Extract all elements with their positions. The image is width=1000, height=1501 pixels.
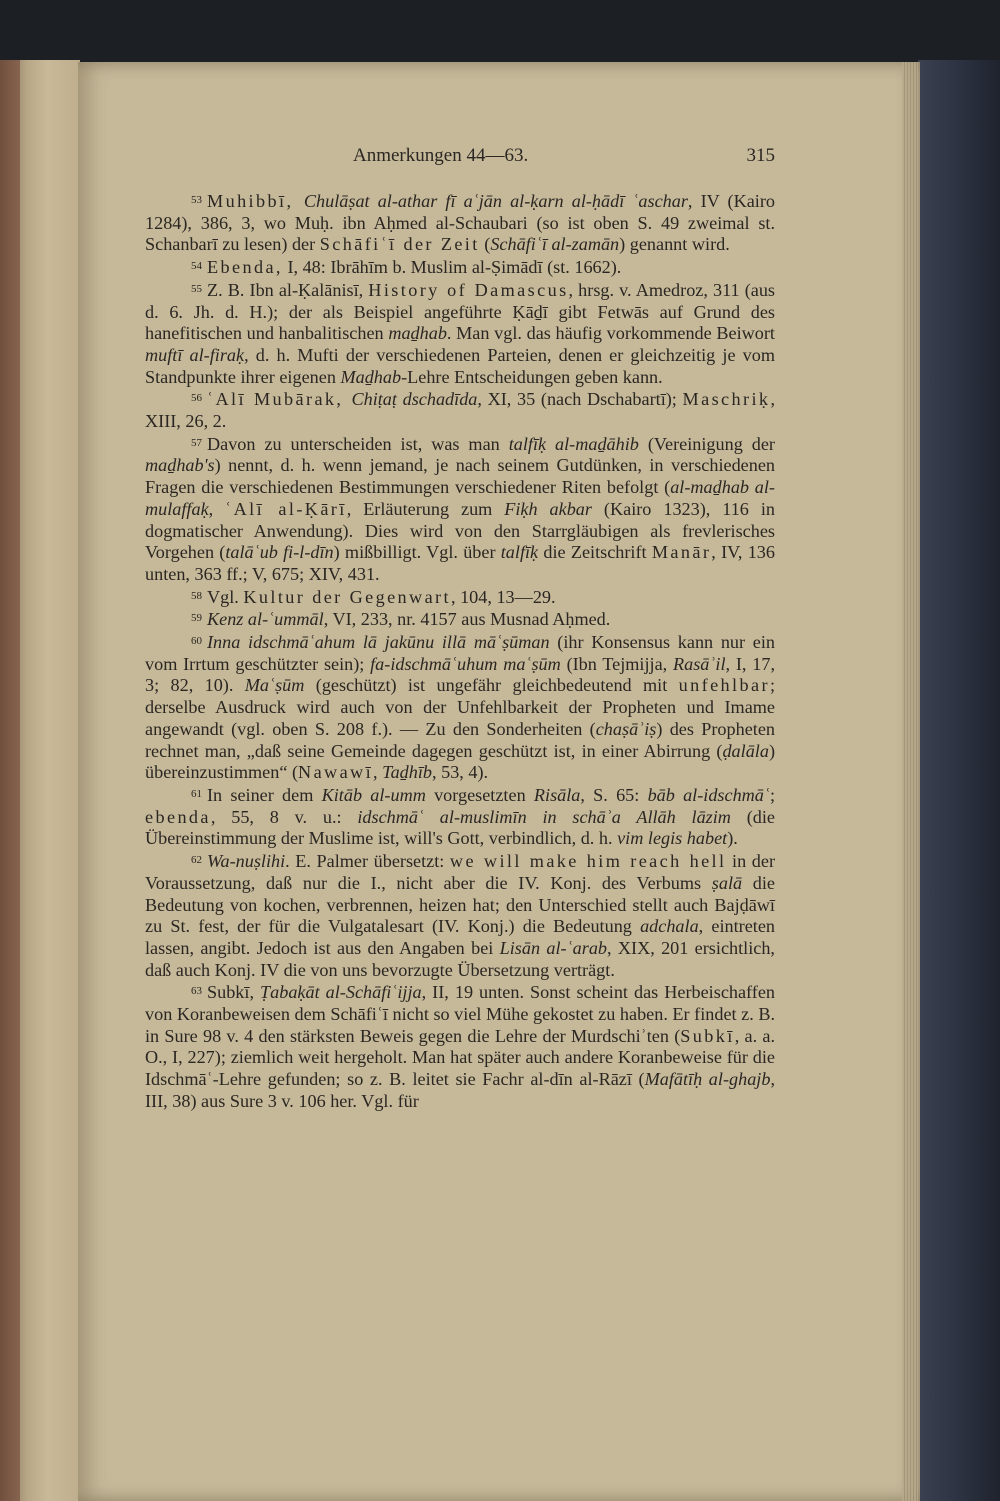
text-segment: Z. B. Ibn al-Ḳalānisī,	[207, 279, 369, 300]
text-segment: , a. a. O., I, 227); ziemlich weit hergeholt. Man hat später auch andere Koranbeweise für die Idschmāʿ-Lehre gefunden; so z. B. leitet sie Fachr al-dīn al-Rāzī (	[145, 1025, 775, 1090]
text-segment: ; derselbe Ausdruck wird auch von der Unfehlbarkeit der Propheten und Imame angewandt (vgl. oben S. 208 f.). — Zu den Sonderheiten (	[145, 675, 775, 739]
footnote-61	[145, 784, 775, 850]
italic-segment: maḏhab's	[145, 455, 215, 476]
text-segment: , I, 17, 3; 82, 10).	[145, 653, 775, 696]
italic-segment: Schāfiʿī al-zamān	[490, 234, 620, 255]
text-segment: , S. 65:	[580, 784, 648, 805]
text-segment: vorgesetzten	[425, 784, 534, 805]
footnote-number: 61	[191, 787, 202, 800]
italic-segment: Ṭabaḳāt al-Schāfiʿijja	[260, 982, 422, 1003]
italic-segment: ṣalā	[711, 872, 743, 893]
italic-segment: Chiṭaṭ dschadīda	[351, 389, 478, 410]
italic-segment: Chulāṣat al-athar fī aʿjān al-ḳarn al-ḥādī ʿaschar	[303, 191, 688, 211]
page-text	[145, 145, 775, 1113]
italic-segment: vim legis habet	[617, 828, 728, 849]
text-segment: ).	[727, 828, 738, 849]
text-segment: . Man vgl. das häufig vorkommende Beiwort	[446, 323, 775, 344]
italic-segment: talfīḳ al-maḏāhib	[508, 433, 639, 454]
footnote-number: 58	[191, 589, 202, 602]
text-segment: die Zeitschrift	[538, 542, 652, 563]
text-segment: . E. Palmer übersetzt:	[285, 851, 450, 872]
footnote-number: 60	[191, 635, 202, 648]
footnote-56	[145, 388, 775, 432]
italic-segment: talāʿub fi-l-dīn	[225, 542, 334, 563]
running-header	[353, 145, 775, 175]
italic-segment: adchala	[640, 916, 699, 937]
text-segment: ) übereinzustimmen“ (	[145, 740, 775, 783]
italic-segment: Inna idschmāʿahum lā jakūnu illā māʿṣūman	[207, 632, 550, 653]
footnote-59	[145, 608, 775, 631]
footnote-number: 57	[191, 436, 202, 449]
text-segment: , IV, 136 unten, 363 ff.; V, 675; XIV, 431.	[145, 542, 775, 584]
text-segment: (geschützt) ist ungefähr gleichbedeutend mit	[304, 675, 679, 696]
text-segment: (Vereinigung der	[638, 433, 775, 454]
text-segment: , XI, 35 (nach Dschabartī);	[477, 389, 683, 410]
footnote-58	[145, 586, 775, 609]
italic-segment: Mafātīḥ al-ghajb	[644, 1069, 771, 1090]
text-segment: , hrsg. v. Amedroz, 311 (aus d. 6. Jh. d. H.); der als Beispiel angeführte Ḳāḏī gibt Fetwās auf Grund des hanefitischen und hanbalitischen	[145, 279, 776, 344]
footnote-number: 55	[191, 282, 202, 295]
text-segment: ,	[373, 762, 383, 783]
italic-segment: Rasāʾil	[673, 653, 726, 674]
text-segment: (ihr Konsensus kann nur ein vom Irrtum geschützter sein);	[145, 632, 775, 674]
text-segment: , 104, 13—29.	[450, 586, 556, 607]
spaced-segment: Ebenda,	[207, 257, 283, 278]
text-segment: Davon zu unterscheiden ist, was man	[207, 433, 509, 454]
text-segment: Subkī,	[207, 982, 261, 1003]
text-segment: ,	[208, 498, 226, 519]
text-segment: , eintreten lassen, angibt. Jedoch ist aus den Angaben bei	[145, 916, 775, 958]
footnote-63	[145, 981, 775, 1112]
spaced-segment: unfehlbar	[678, 675, 770, 696]
footnote-list	[145, 190, 775, 1113]
italic-segment: bāb al-idschmāʿ	[647, 784, 770, 805]
italic-segment: Wa-nuṣlihi	[207, 851, 286, 872]
footnote-55	[145, 279, 775, 389]
italic-segment: Taḏhīb	[382, 762, 433, 783]
book-cover-right	[918, 60, 1000, 1501]
spaced-segment: Maschriḳ	[682, 389, 771, 410]
footnote-number: 63	[191, 985, 202, 998]
footnote-57	[145, 433, 775, 586]
text-segment: , 55, 8 v. u.:	[210, 806, 358, 827]
spaced-segment: Muhibbī,	[207, 191, 304, 211]
footnote-60	[145, 631, 775, 784]
spaced-segment: ʿAlī Mubārak,	[207, 389, 352, 410]
footnote-54	[145, 256, 775, 279]
footnote-number: 54	[191, 260, 202, 273]
italic-segment: muftī al-firaḳ	[145, 344, 245, 365]
italic-segment: Risāla	[533, 784, 581, 805]
italic-segment: Maʿṣūm	[244, 675, 305, 696]
spaced-segment: ebenda	[145, 806, 211, 827]
page-number: 315	[746, 145, 775, 166]
book-cover-edge-left	[0, 60, 20, 1501]
italic-segment: Lisān al-ʿarab	[499, 937, 608, 958]
spaced-segment: History of Damascus	[368, 279, 569, 300]
italic-segment: idschmāʿ al-muslimīn in schāʾa Allāh lāzim	[357, 806, 731, 827]
text-segment: ) genannt wird.	[619, 234, 730, 255]
text-segment: in der Voraussetzung, daß nur die I., nicht aber die IV. Konj. des Verbums	[145, 851, 776, 893]
text-segment: die Bedeutung von kochen, verbrennen, heizen hat; den Unterschied stellt auch Bajḍāwī zu St. fest, der für die Vulgatalesart (IV. Konj.) die Bedeutung	[145, 872, 775, 937]
italic-segment: chaṣāʾiṣ	[595, 718, 657, 739]
text-segment: , Erläuterung zum	[346, 498, 505, 519]
italic-segment: ḍalāla	[722, 740, 769, 761]
text-segment: , d. h. Mufti der verschiedenen Parteien, denen er gleichzeitig je vom Standpunkte ihrer eigenen	[145, 344, 775, 387]
text-segment: (die Übereinstimmung der Muslime ist, will's Gott, verbindlich, d. h.	[145, 806, 775, 849]
italic-segment: Kenz al-ʿummāl	[207, 609, 324, 630]
text-segment: , XIX, 201 ersichtlich, daß auch Konj. IV die von uns bevorzugte Übersetzung verträgt.	[145, 937, 775, 980]
footnote-62	[145, 850, 775, 981]
italic-segment: maḏhab	[388, 323, 447, 344]
spaced-segment: Subkī	[680, 1025, 735, 1046]
spaced-segment: Kultur der Gegenwart	[243, 586, 451, 607]
header-title: Anmerkungen 44—63.	[353, 145, 529, 166]
spaced-segment: ʿAlī al-Ḳārī	[225, 498, 347, 519]
italic-segment: fa-idschmāʿuhum maʿṣūm	[370, 653, 561, 674]
text-segment: (Ibn Tejmijja,	[560, 653, 673, 674]
text-segment: Vgl.	[207, 586, 244, 607]
footnote-number: 59	[191, 612, 202, 625]
italic-segment: talfīḳ	[500, 542, 539, 563]
text-segment: ) des Propheten rechnet man, „daß seine Gemeinde dagegen geschützt ist, in einer Abirrung (	[145, 718, 775, 761]
text-segment: In seiner dem	[207, 784, 322, 805]
italic-segment: al-maḏhab al-mulaffaḳ	[145, 477, 775, 519]
footnote-number: 62	[191, 854, 202, 867]
italic-segment: Maḏhab	[340, 366, 402, 387]
text-segment: I, 48: Ibrāhīm b. Muslim al-Ṣimādī (st. 1662).	[282, 257, 622, 278]
spaced-segment: Schāfiʿī der Zeit	[319, 234, 480, 255]
text-segment: (Kairo 1323), 116 in dogmatischer Anwendung). Dies wird von den Starrgläubigen als frevlerisches Vorgehen (	[145, 498, 775, 563]
italic-segment: Kitāb al-umm	[321, 784, 426, 805]
spaced-segment: we will make him reach hell	[449, 851, 727, 872]
text-segment: ) mißbilligt. Vgl. über	[333, 542, 501, 563]
text-segment: ;	[769, 784, 776, 805]
text-segment: , II, 19 unten. Sonst scheint das Herbeischaffen von Koranbeweisen dem Schāfiʿī nicht so viel Mühe gekostet zu haben. Er findet z. B. in Sure 98 v. 4 den stärksten Beweis gegen die Lehre der Murdschiʾten (	[145, 982, 776, 1046]
page-edges	[902, 62, 918, 1501]
text-segment: , III, 38) aus Sure 3 v. 106 her. Vgl. für	[145, 1069, 775, 1111]
text-segment: ) nennt, d. h. wenn jemand, je nach seinem Gutdünken, in verschiedenen Fragen die verschiedenen Bestimmungen verschiedener Riten befolgt (	[145, 455, 775, 498]
text-segment: , VI, 233, nr. 4157 aus Musnad Aḥmed.	[323, 609, 611, 630]
text-segment: , IV (Kairo 1284), 386, 3, wo Muḥ. ibn Aḥmed al-Schaubari (so ist oben S. 49 zweimal st. Schanbarī zu lesen) der	[145, 191, 775, 255]
text-segment: -Lehre Entscheidungen geben kann.	[401, 366, 663, 387]
footnote-53	[145, 190, 775, 256]
spaced-segment: Manār	[651, 542, 712, 563]
spaced-segment: Nawawī	[298, 762, 374, 783]
text-segment: , 53, 4).	[432, 762, 489, 783]
footnote-number: 53	[191, 194, 202, 206]
italic-segment: Fiḳh akbar	[504, 498, 592, 519]
footnote-number: 56	[191, 392, 202, 405]
text-segment: (	[479, 234, 491, 255]
text-segment: , XIII, 26, 2.	[145, 389, 775, 432]
